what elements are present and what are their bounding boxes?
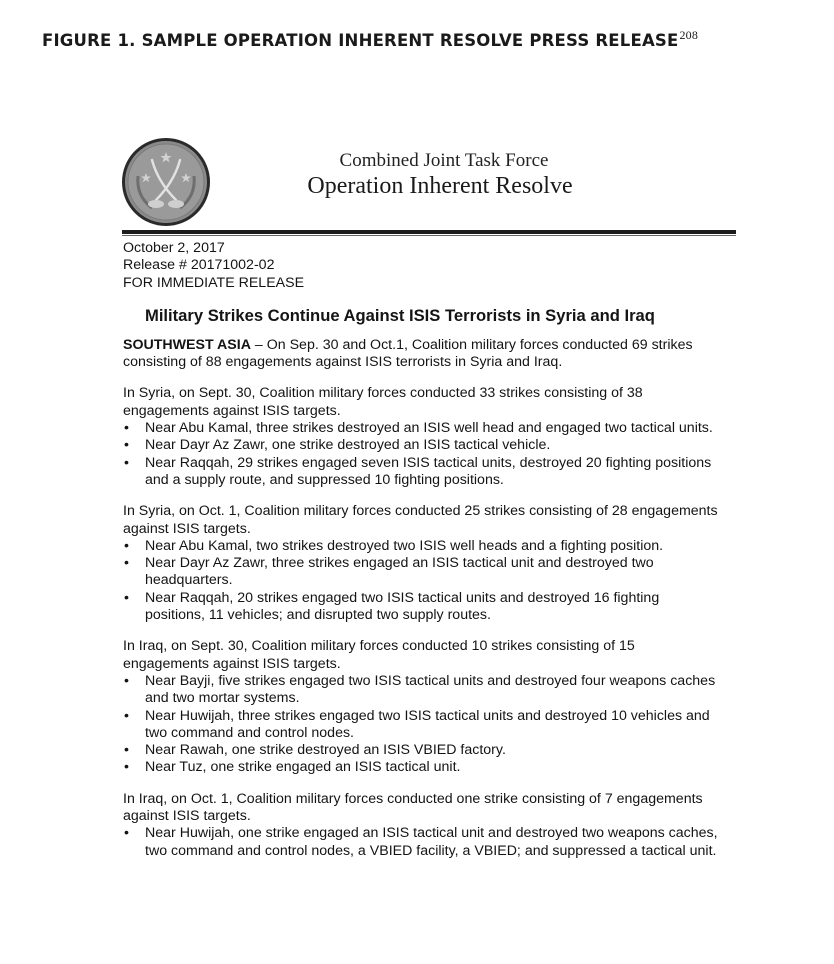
bullet-icon: • [124, 825, 129, 842]
bullet-list [123, 673, 723, 777]
bullet-list [123, 538, 723, 624]
section-intro: In Iraq, on Oct. 1, Coalition military forces conducted one strike consisting of 7 engagements against ISIS targets. [123, 790, 703, 825]
list-item [123, 437, 723, 454]
list-item [123, 708, 723, 743]
release-headline: Military Strikes Continue Against ISIS Terrorists in Syria and Iraq [145, 305, 655, 325]
list-item [123, 742, 723, 759]
bullet-icon: • [124, 420, 129, 437]
list-item-text: Near Dayr Az Zawr, one strike destroyed an ISIS tactical vehicle. [145, 437, 551, 454]
press-release-body [123, 240, 723, 860]
section-intro: In Syria, on Sept. 30, Coalition military forces conducted 33 strikes consisting of 38 engagements against ISIS targets. [123, 385, 643, 419]
list-item [123, 825, 723, 860]
lead-paragraph [123, 337, 723, 372]
bullet-icon: • [124, 672, 129, 689]
section-intro: In Syria, on Oct. 1, Coalition military forces conducted 25 strikes consisting of 28 engagements against ISIS targets. [123, 503, 718, 537]
figure-title-text: FIGURE 1. SAMPLE OPERATION INHERENT RESOLVE PRESS RELEASE [42, 31, 679, 50]
bullet-icon: • [124, 555, 129, 572]
list-item-text: Near Huwijah, three strikes engaged two ISIS tactical units and destroyed 10 vehicles and two command and control nodes. [145, 707, 710, 741]
list-item-text: Near Dayr Az Zawr, three strikes engaged an ISIS tactical unit and destroyed two headquarters. [145, 555, 654, 589]
list-item-text: Near Huwijah, one strike engaged an ISIS tactical unit and destroyed two weapons caches, two command and control nodes, a VBIED facility, a VBIED; and suppressed a tactical unit. [145, 825, 718, 859]
list-item [123, 455, 723, 490]
list-item [123, 673, 723, 708]
footnote-marker: 208 [679, 28, 699, 42]
list-item-text: Near Raqqah, 29 strikes engaged seven ISIS tactical units, destroyed 20 fighting positions and a supply route, and suppressed 10 fighting positions. [145, 454, 712, 488]
list-item-text: Near Bayji, five strikes engaged two ISIS tactical units and destroyed four weapons caches and two mortar systems. [145, 672, 716, 707]
section-syria-oct1 [123, 503, 723, 624]
release-number: Release # 20171002-02 [123, 257, 275, 274]
list-item [123, 538, 723, 555]
list-item-text: Near Abu Kamal, two strikes destroyed two ISIS well heads and a fighting position. [145, 537, 664, 554]
bullet-icon: • [124, 589, 129, 606]
org-name-line2: Operation Inherent Resolve [307, 173, 573, 199]
release-status: FOR IMMEDIATE RELEASE [123, 274, 305, 291]
section-syria-sept30 [123, 385, 723, 489]
bullet-list [123, 420, 723, 489]
list-item-text: Near Abu Kamal, three strikes destroyed an ISIS well head and engaged two tactical units. [145, 420, 713, 437]
cjtf-oir-seal-icon [122, 138, 210, 226]
bullet-icon: • [124, 759, 129, 776]
divider-thick [122, 230, 736, 234]
section-iraq-sept30 [123, 638, 723, 776]
list-item [123, 759, 723, 776]
list-item [123, 555, 723, 590]
list-item [123, 420, 723, 437]
bullet-icon: • [124, 707, 129, 724]
bullet-icon: • [124, 742, 129, 759]
figure-title [42, 28, 698, 50]
bullet-icon: • [124, 537, 129, 554]
bullet-icon: • [124, 437, 129, 454]
divider-thin [122, 235, 736, 236]
lead-text: – On Sep. 30 and Oct.1, Coalition military forces conducted 69 strikes consisting of 88 engagements against ISIS terrorists in Syria and Iraq. [123, 336, 693, 371]
list-item-text: Near Tuz, one strike engaged an ISIS tactical unit. [145, 759, 461, 776]
list-item-text: Near Raqqah, 20 strikes engaged two ISIS tactical units and destroyed 16 fighting positions, 11 vehicles; and disrupted two supply routes. [145, 589, 660, 624]
bullet-list [123, 825, 723, 860]
dateline: SOUTHWEST ASIA [123, 336, 251, 353]
list-item [123, 590, 723, 625]
list-item-text: Near Rawah, one strike destroyed an ISIS VBIED factory. [145, 742, 506, 759]
letterhead-divider [122, 230, 736, 236]
org-name-line1: Combined Joint Task Force [339, 150, 549, 171]
section-iraq-oct1 [123, 791, 723, 860]
bullet-icon: • [124, 454, 129, 471]
section-intro: In Iraq, on Sept. 30, Coalition military forces conducted 10 strikes consisting of 15 engagements against ISIS targets. [123, 638, 635, 672]
release-date: October 2, 2017 [123, 240, 225, 256]
